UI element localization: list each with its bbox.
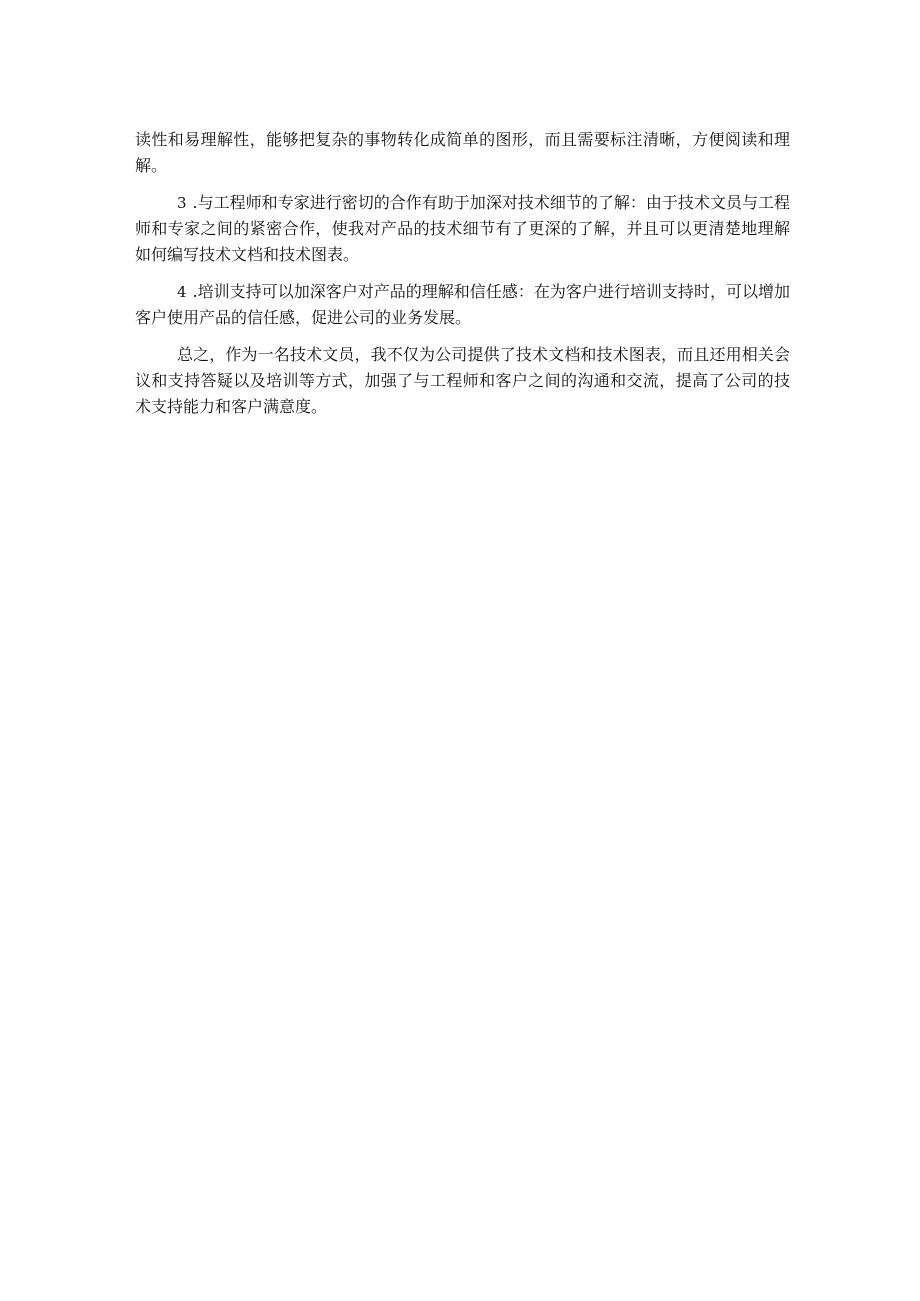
paragraph-continuation xyxy=(135,127,790,179)
list-number: 3 xyxy=(177,194,187,212)
paragraph-text: 总之，作为一名技术文员，我不仅为公司提供了技术文档和技术图表，而且还用相关会议和支持答疑以及培训等方式，加强了与工程师和客户之间的沟通和交流，提高了公司的技术支持能力和客户满意度。 xyxy=(135,345,790,416)
document-body xyxy=(135,127,790,431)
paragraph-text: .培训支持可以加深客户对产品的理解和信任感：在为客户进行培训支持时，可以增加客户使用产品的信任感，促进公司的业务发展。 xyxy=(135,282,790,327)
list-number: 4 xyxy=(177,283,187,301)
paragraph-item-4 xyxy=(135,279,790,331)
paragraph-item-3 xyxy=(135,190,790,268)
paragraph-summary xyxy=(135,342,790,420)
paragraph-text: 读性和易理解性，能够把复杂的事物转化成简单的图形，而且需要标注清晰，方便阅读和理解。 xyxy=(135,130,790,175)
paragraph-text: .与工程师和专家进行密切的合作有助于加深对技术细节的了解：由于技术文员与工程师和专家之间的紧密合作，使我对产品的技术细节有了更深的了解，并且可以更清楚地理解如何编写技术文档和技术图表。 xyxy=(135,193,790,264)
